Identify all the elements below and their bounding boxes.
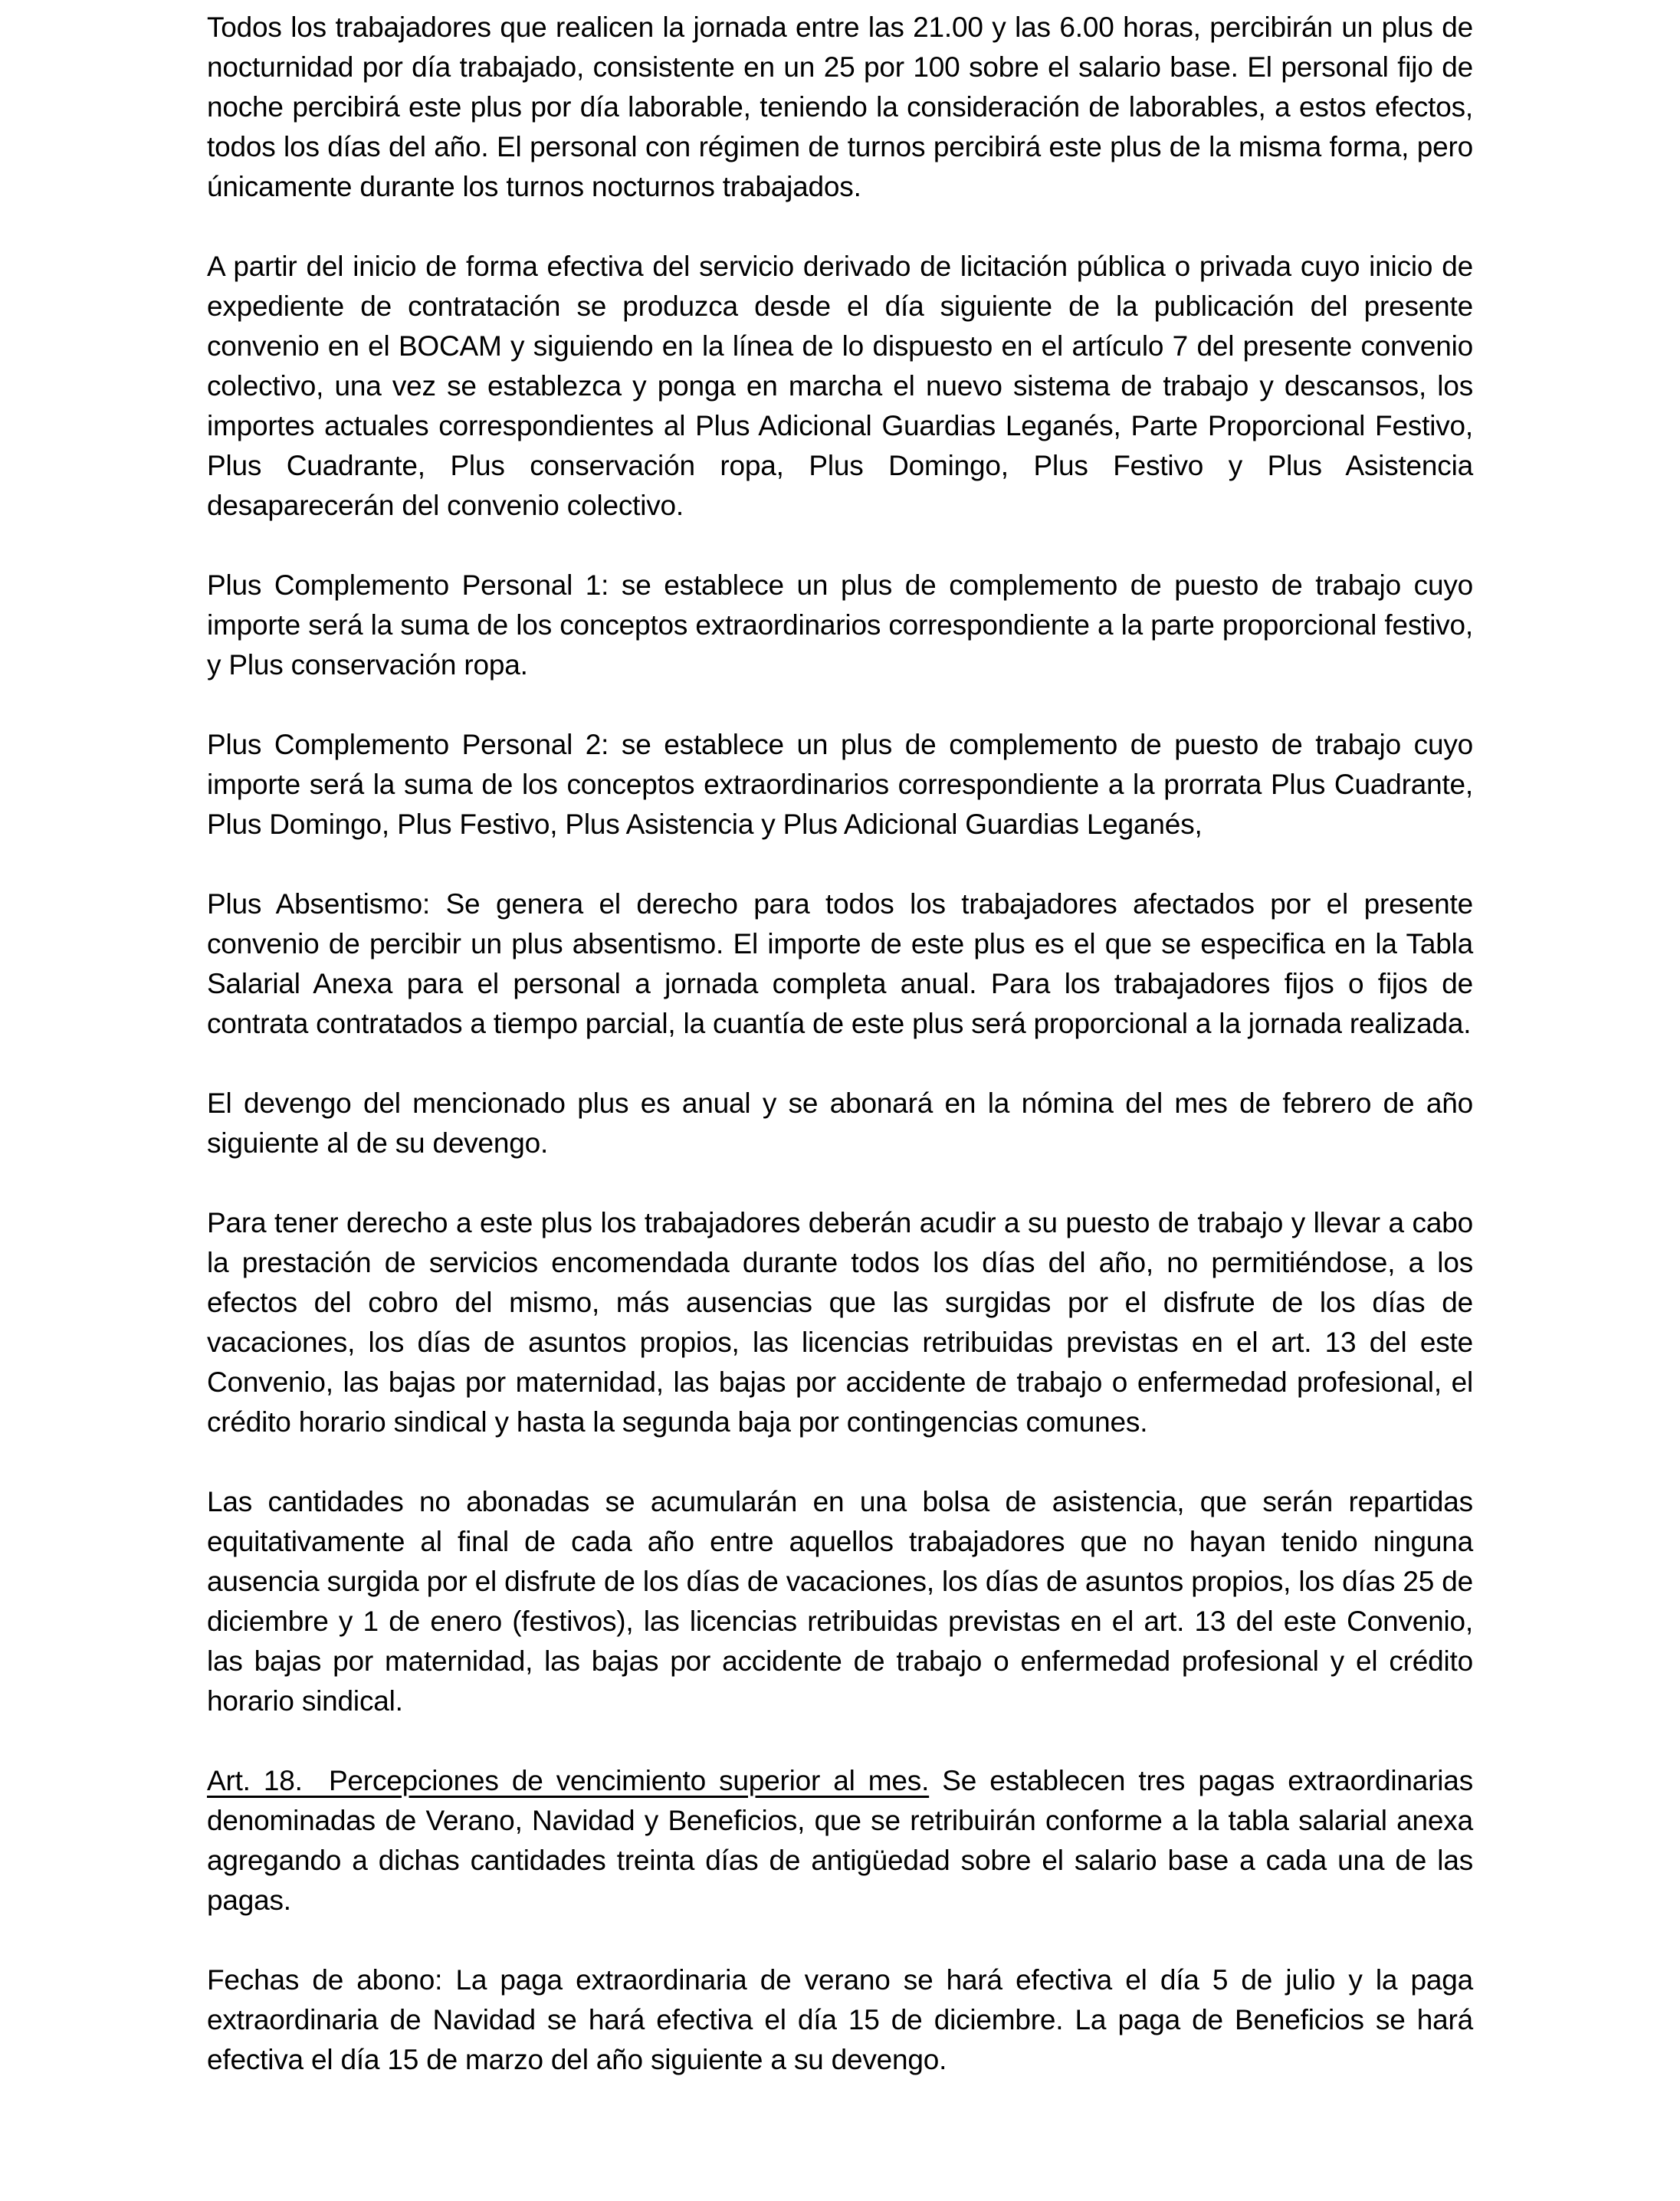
paragraph-plus-absentismo: Plus Absentismo: Se genera el derecho para todos los trabajadores afectados por el presente convenio de percibir un plus absentismo. El importe de este plus es el que se especifica en la Tabla Salarial Anexa para el personal a jornada completa anual. Para los trabajadores fijos o fijos de contrata contratados a tiempo parcial, la cuantía de este plus será proporcional a la jornada realizada. [207, 888, 1473, 1039]
paragraph-plus-complemento-personal-2: Plus Complemento Personal 2: se establece un plus de complemento de puesto de trabajo cuyo importe será la suma de los conceptos extraordinarios correspondiente a la prorrata Plus Cuadrante, Plus Domingo, Plus Festivo, Plus Asistencia y Plus Adicional Guardias Leganés, [207, 729, 1473, 840]
paragraph-derecho-al-plus: Para tener derecho a este plus los trabajadores deberán acudir a su puesto de trabajo y llevar a cabo la prestación de servicios encomendada durante todos los días del año, no permitiéndose, a los efectos del cobro del mismo, más ausencias que las surgidas por el disfrute de los días de vacaciones, los días de asuntos propios, las licencias retribuidas previstas en el art. 13 del este Convenio, las bajas por maternidad, las bajas por accidente de trabajo o enfermedad profesional, el crédito horario sindical y hasta la segunda baja por contingencias comunes. [207, 1207, 1473, 1438]
paragraph-plus-nocturnidad: Todos los trabajadores que realicen la jornada entre las 21.00 y las 6.00 horas, percibirán un plus de nocturnidad por día trabajado, consistente en un 25 por 100 sobre el salario base. El personal fijo de noche percibirá este plus por día laborable, teniendo la consideración de laborables, a estos efectos, todos los días del año. El personal con régimen de turnos percibirá este plus de la misma forma, pero únicamente durante los turnos nocturnos trabajados. [207, 11, 1473, 202]
article-18-heading: Art. 18. Percepciones de vencimiento superior al mes. [207, 1765, 930, 1796]
paragraph-devengo-anual: El devengo del mencionado plus es anual y se abonará en la nómina del mes de febrero de año siguiente al de su devengo. [207, 1087, 1473, 1159]
paragraph-art-18 [207, 1761, 1473, 1921]
paragraph-bolsa-asistencia: Las cantidades no abonadas se acumularán en una bolsa de asistencia, que serán repartidas equitativamente al final de cada año entre aquellos trabajadores que no hayan tenido ninguna ausencia surgida por el disfrute de los días de vacaciones, los días de asuntos propios, los días 25 de diciembre y 1 de enero (festivos), las licencias retribuidas previstas en el art. 13 del este Convenio, las bajas por maternidad, las bajas por accidente de trabajo o enfermedad profesional y el crédito horario sindical. [207, 1486, 1473, 1717]
document-page [207, 8, 1473, 2120]
article-18-body: Se establecen tres pagas extraordinarias denominadas de Verano, Navidad y Beneficios, que se retribuirán conforme a la tabla salarial anexa agregando a dichas cantidades treinta días de antigüedad sobre el salario base a cada una de las pagas. [207, 1765, 1473, 1916]
paragraph-fechas-abono: Fechas de abono: La paga extraordinaria de verano se hará efectiva el día 5 de julio y la paga extraordinaria de Navidad se hará efectiva el día 15 de diciembre. La paga de Beneficios se hará efectiva el día 15 de marzo del año siguiente a su devengo. [207, 1964, 1473, 2075]
paragraph-licitacion-bocam: A partir del inicio de forma efectiva del servicio derivado de licitación pública o privada cuyo inicio de expediente de contratación se produzca desde el día siguiente de la publicación del presente convenio en el BOCAM y siguiendo en la línea de lo dispuesto en el artículo 7 del presente convenio colectivo, una vez se establezca y ponga en marcha el nuevo sistema de trabajo y descansos, los importes actuales correspondientes al Plus Adicional Guardias Leganés, Parte Proporcional Festivo, Plus Cuadrante, Plus conservación ropa, Plus Domingo, Plus Festivo y Plus Asistencia desaparecerán del convenio colectivo. [207, 251, 1473, 521]
paragraph-plus-complemento-personal-1: Plus Complemento Personal 1: se establece un plus de complemento de puesto de trabajo cuyo importe será la suma de los conceptos extraordinarios correspondiente a la parte proporcional festivo, y Plus conservación ropa. [207, 569, 1473, 681]
